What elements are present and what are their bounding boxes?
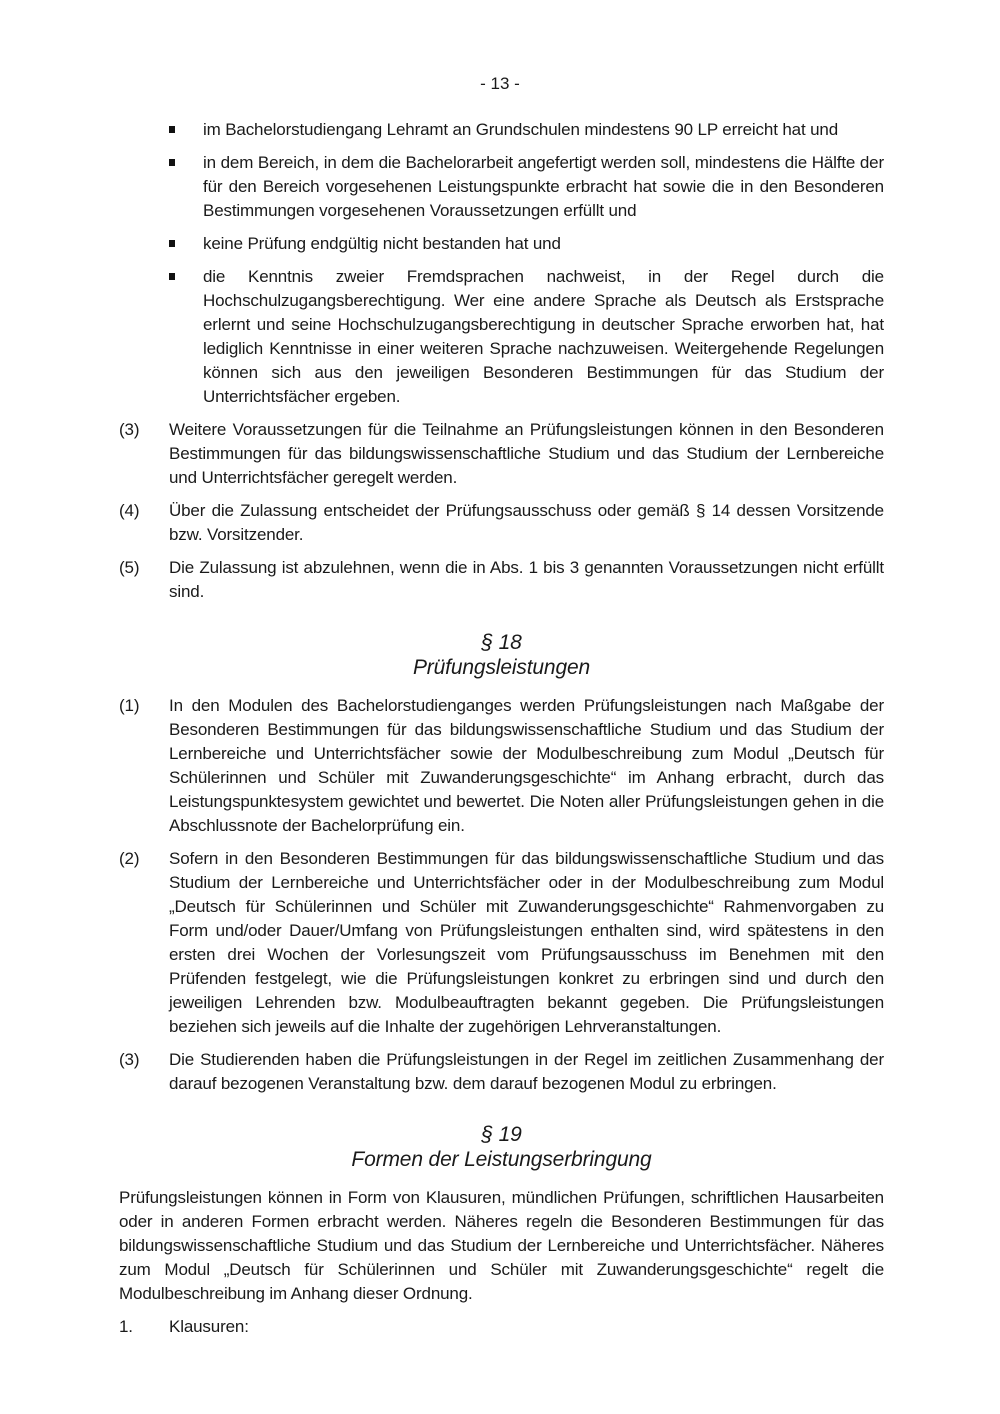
paragraph xyxy=(119,556,884,604)
paragraph-number: (1) xyxy=(119,696,140,715)
paragraph-text: Sofern in den Besonderen Bestimmungen für das bildungswissenschaftliche Studium und das Studium der Lernbereiche und Unterrichtsfächer oder in der Modulbeschreibung zum Modul „Deutsch für Schülerinnen und Schüler mit Zuwanderungsgeschichte“ Rahmenvorgaben zu Form und/oder Dauer/Umfang von Prüfungsleistungen enthalten sind, wird spätestens in den ersten drei Wochen der Vorlesungszeit vom Prüfungsausschuss im Benehmen mit den Prüfenden festgelegt, wie die Prüfungsleistungen konkret zu erbringen sind und durch den jeweiligen Lehrenden bzw. Modulbeauftragten bekannt gegeben. Die Prüfungsleistungen beziehen sich jeweils auf die Inhalte der zugehörigen Lehrveranstaltungen. xyxy=(169,849,884,1036)
paragraph-text: Die Studierenden haben die Prüfungsleistungen in der Regel im zeitlichen Zusammenhang der darauf bezogenen Veranstaltung bzw. dem darauf bezogenen Modul zu erbringen. xyxy=(169,1050,884,1093)
bullet-item xyxy=(119,232,884,256)
bullet-text: keine Prüfung endgültig nicht bestanden hat und xyxy=(203,234,561,253)
page-number: - 13 - xyxy=(480,74,520,93)
bullet-text: die Kenntnis zweier Fremdsprachen nachweist, in der Regel durch die Hochschulzugangsberechtigung. Wer eine andere Sprache als Deutsch als Erstsprache erlernt und seine Hochschulzugangsberechtigung in deutscher Sprache erworben hat, hat lediglich Kenntnisse in einer weiteren Sprache nachzuweisen. Weitergehende Regelungen können sich aus den jeweiligen Besonderen Bestimmungen für das Studium der Unterrichtsfächer ergeben. xyxy=(203,267,884,406)
square-bullet-icon xyxy=(169,240,175,247)
paragraph xyxy=(119,847,884,1039)
paragraph xyxy=(119,694,884,838)
section-title: Prüfungsleistungen xyxy=(412,656,591,679)
section-number: § 18 xyxy=(481,631,522,654)
paragraph xyxy=(119,1048,884,1096)
list-text: Klausuren: xyxy=(169,1317,249,1336)
section-heading-18 xyxy=(119,630,884,680)
square-bullet-icon xyxy=(169,159,175,166)
bullet-text: in dem Bereich, in dem die Bachelorarbeit angefertigt werden soll, mindestens die Hälfte der für den Bereich vorgesehenen Leistungspunkte erbracht hat sowie die in den Besonderen Bestimmungen vorgesehenen Voraussetzungen erfüllt und xyxy=(203,153,884,220)
paragraph-number: (3) xyxy=(119,1050,140,1069)
paragraph-number: (5) xyxy=(119,558,140,577)
bullet-item xyxy=(119,265,884,409)
paragraph-text: Die Zulassung ist abzulehnen, wenn die in Abs. 1 bis 3 genannten Voraussetzungen nicht erfüllt sind. xyxy=(169,558,884,601)
paragraph-number: (3) xyxy=(119,420,140,439)
page-content xyxy=(119,118,884,1348)
bullet-text: im Bachelorstudiengang Lehramt an Grundschulen mindestens 90 LP erreicht hat und xyxy=(203,120,839,139)
paragraph xyxy=(119,499,884,547)
square-bullet-icon xyxy=(169,126,175,133)
paragraph xyxy=(119,418,884,490)
section-number: § 19 xyxy=(481,1123,522,1146)
bullet-item xyxy=(119,151,884,223)
square-bullet-icon xyxy=(169,273,175,280)
list-item xyxy=(119,1315,884,1339)
section-intro: Prüfungsleistungen können in Form von Klausuren, mündlichen Prüfungen, schriftlichen Hausarbeiten oder in anderen Formen erbracht werden. Näheres regeln die Besonderen Bestimmungen für das bildungswissenschaftliche Studium und das Studium der Lernbereiche und Unterrichtsfächer. Näheres zum Modul „Deutsch für Schülerinnen und Schüler mit Zuwanderungsgeschichte“ regelt die Modulbeschreibung im Anhang dieser Ordnung. xyxy=(119,1188,884,1303)
section-heading-19 xyxy=(119,1122,884,1172)
paragraph-number: (4) xyxy=(119,501,140,520)
paragraph-text: Weitere Voraussetzungen für die Teilnahme an Prüfungsleistungen können in den Besonderen Bestimmungen für das bildungswissenschaftliche Studium und das Studium der Lernbereiche und Unterrichtsfächer geregelt werden. xyxy=(169,420,884,487)
bullet-item xyxy=(119,118,884,142)
list-number: 1. xyxy=(119,1317,133,1336)
section-title: Formen der Leistungserbringung xyxy=(351,1148,652,1171)
paragraph-text: Über die Zulassung entscheidet der Prüfungsausschuss oder gemäß § 14 dessen Vorsitzende bzw. Vorsitzender. xyxy=(169,501,884,544)
paragraph-number: (2) xyxy=(119,849,140,868)
paragraph-text: In den Modulen des Bachelorstudienganges werden Prüfungsleistungen nach Maßgabe der Besonderen Bestimmungen für das bildungswissenschaftliche Studium und das Studium der Lernbereiche und Unterrichtsfächer sowie der Modulbeschreibung zum Modul „Deutsch für Schülerinnen und Schüler mit Zuwanderungsgeschichte“ im Anhang erbracht, durch das Leistungspunktesystem gewichtet und bewertet. Die Noten aller Prüfungsleistungen gehen in die Abschlussnote der Bachelorprüfung ein. xyxy=(169,696,884,835)
